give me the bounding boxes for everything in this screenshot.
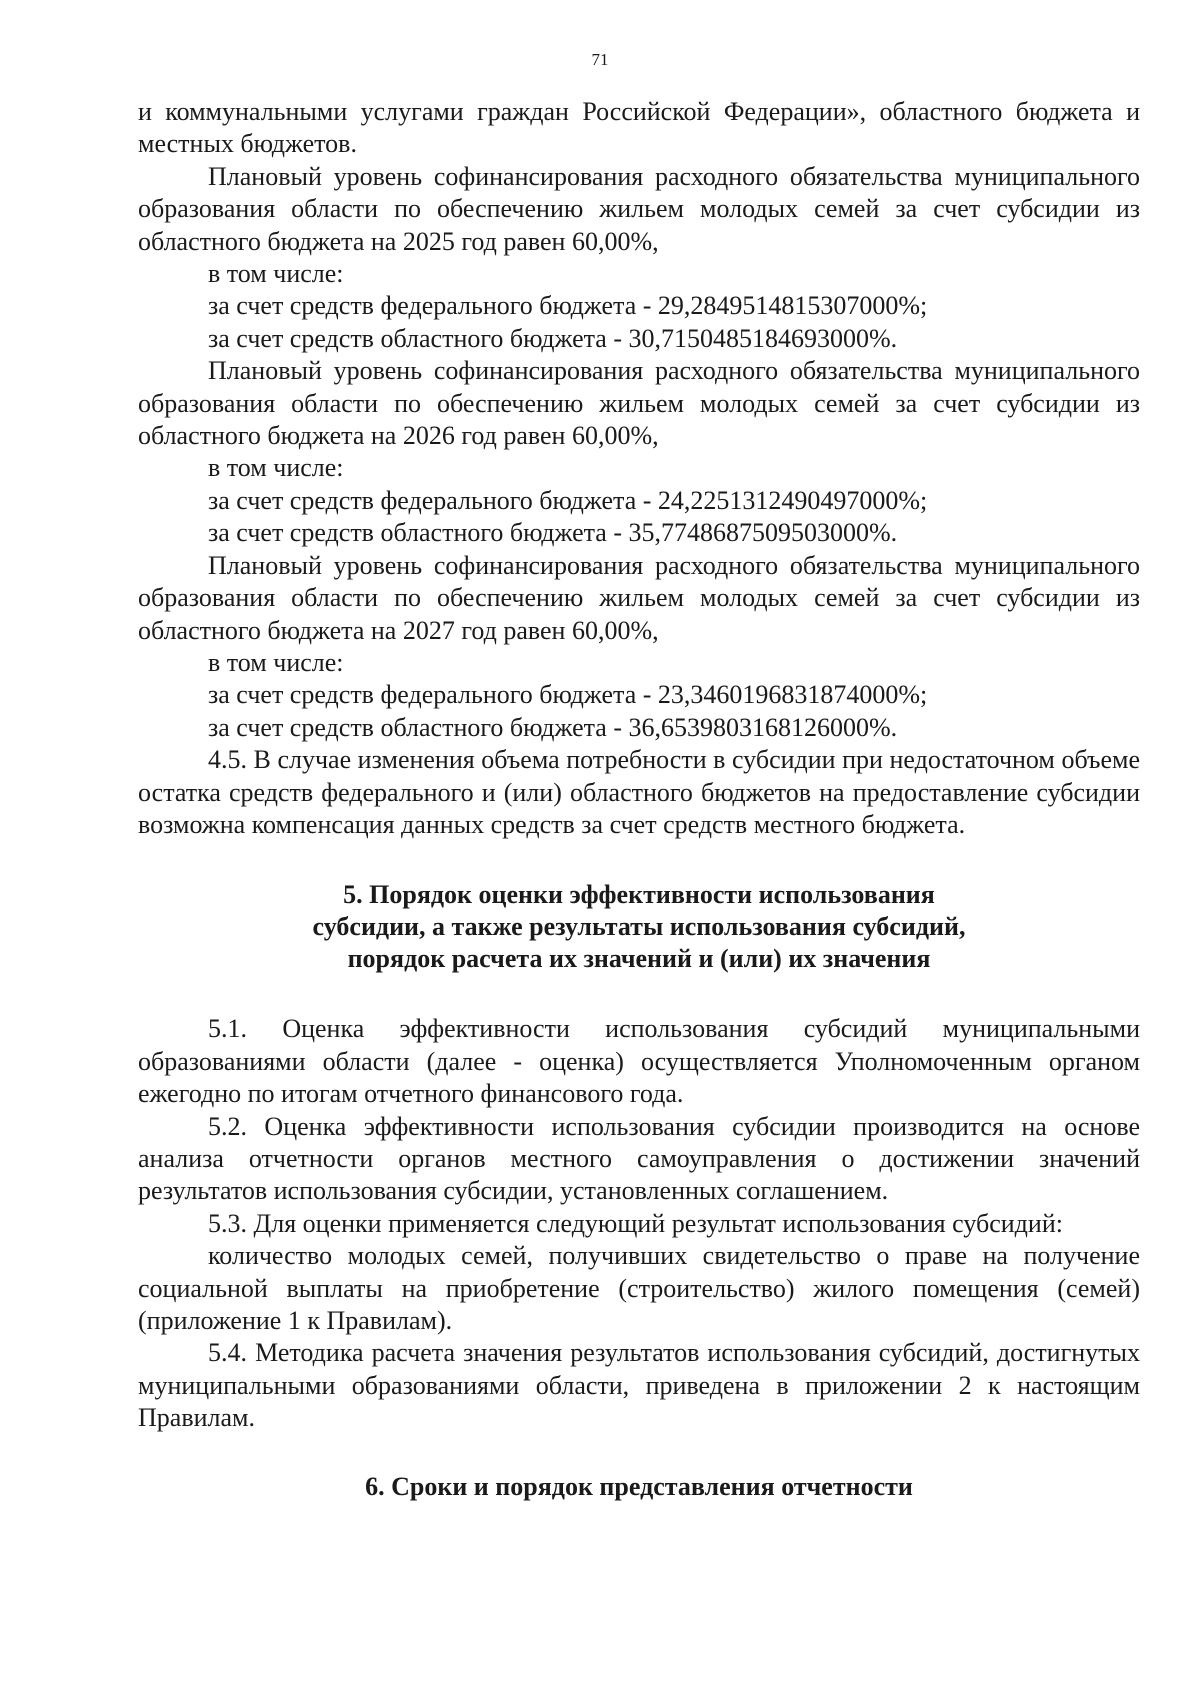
paragraph-including-2025: в том числе:: [208, 259, 344, 289]
section-5-heading-line-1: 5. Порядок оценки эффективности использования: [343, 880, 935, 910]
paragraph-federal-2027: за счет средств федерального бюджета - 23,3460196831874000%;: [208, 680, 928, 710]
paragraph-federal-2026: за счет средств федерального бюджета - 24,2251312490497000%;: [208, 485, 928, 515]
paragraph-cofinancing-2026: Плановый уровень софинансирования расходного обязательства муниципального образования области по обеспечению жильем молодых семей за счет субсидии из областного бюджета на 2026 год равен 60,00%,: [138, 356, 1140, 451]
paragraph-regional-2027: за счет средств областного бюджета - 36,6539803168126000%.: [208, 712, 898, 742]
paragraph-clause-5-2: 5.2. Оценка эффективности использования субсидии производится на основе анализа отчетности органов местного самоуправления о достижении значений результатов использования субсидии, установленных соглашением.: [138, 1111, 1140, 1206]
paragraph-regional-2026: за счет средств областного бюджета - 35,7748687509503000%.: [208, 518, 898, 548]
page-number: 71: [591, 50, 609, 69]
paragraph-including-2027: в том числе:: [208, 647, 344, 677]
paragraph-clause-5-3: 5.3. Для оценки применяется следующий результат использования субсидий:: [208, 1208, 1063, 1238]
paragraph-clause-5-1: 5.1. Оценка эффективности использования субсидий муниципальными образованиями области (далее - оценка) осуществляется Уполномоченным органом ежегодно по итогам отчетного финансового года.: [138, 1014, 1140, 1109]
paragraph-continuation: и коммунальными услугами граждан Российской Федерации», областного бюджета и местных бюджетов.: [138, 97, 1140, 159]
paragraph-clause-4-5: 4.5. В случае изменения объема потребности в субсидии при недостаточном объеме остатка средств федерального и (или) областного бюджетов на предоставление субсидии возможна компенсация данных средств за счет средств местного бюджета.: [138, 745, 1140, 839]
paragraph-clause-5-4: 5.4. Методика расчета значения результатов использования субсидий, достигнутых муниципальными образованиями области, приведена в приложении 2 к настоящим Правилам.: [138, 1338, 1140, 1433]
paragraph-regional-2025: за счет средств областного бюджета - 30,7150485184693000%.: [208, 323, 898, 353]
section-5-heading-line-3: порядок расчета их значений и (или) их значения: [347, 944, 931, 974]
paragraph-result-indicator: количество молодых семей, получивших свидетельство о праве на получение социальной выплаты на приобретение (строительство) жилого помещения (семей) (приложение 1 к Правилам).: [138, 1241, 1140, 1335]
section-6-heading: 6. Сроки и порядок представления отчетности: [365, 1471, 913, 1501]
section-5-heading-line-2: субсидии, а также результаты использования субсидий,: [312, 912, 966, 942]
document-body: [138, 96, 1140, 1503]
paragraph-cofinancing-2025: Плановый уровень софинансирования расходного обязательства муниципального образования области по обеспечению жильем молодых семей за счет субсидии из областного бюджета на 2025 год равен 60,00%,: [138, 161, 1140, 256]
paragraph-federal-2025: за счет средств федерального бюджета - 29,2849514815307000%;: [208, 291, 928, 321]
paragraph-including-2026: в том числе:: [208, 453, 344, 483]
paragraph-cofinancing-2027: Плановый уровень софинансирования расходного обязательства муниципального образования области по обеспечению жильем молодых семей за счет субсидии из областного бюджета на 2027 год равен 60,00%,: [138, 550, 1140, 645]
section-5-heading: [138, 879, 1140, 975]
